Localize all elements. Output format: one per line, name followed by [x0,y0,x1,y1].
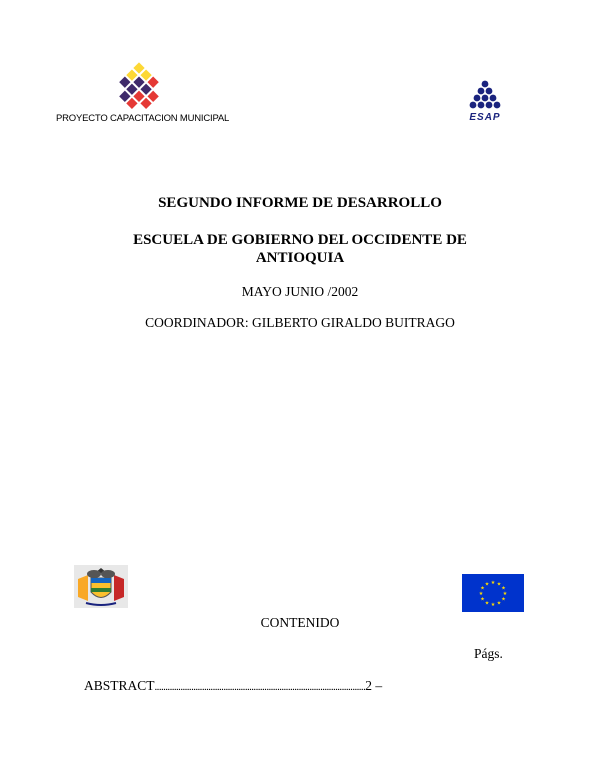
eu-flag [462,574,524,612]
svg-text:★: ★ [480,596,485,603]
svg-text:★: ★ [490,580,496,586]
diamond-grid-logo-icon [56,60,228,110]
svg-text:★: ★ [484,600,490,607]
toc-entry-page: 2 – [365,678,383,693]
svg-text:★: ★ [478,591,484,597]
report-date: MAYO JUNIO /2002 [241,284,359,299]
toc-entry-label: ABSTRACT [84,678,155,693]
toc-heading: CONTENIDO [260,615,340,630]
european-union-flag-icon [462,574,524,612]
svg-text:★: ★ [480,585,485,592]
proyecto-capacitacion-logo [56,60,228,128]
svg-text:★: ★ [484,581,490,588]
svg-text:★: ★ [501,596,506,603]
svg-text:★: ★ [490,602,496,608]
toc-entry[interactable] [84,678,504,694]
toc-entry-leader: .................................................................................................. [154,681,366,693]
toc-pages-label: Págs. [474,646,503,661]
svg-text:★: ★ [501,585,506,592]
report-coordinator: COORDINADOR: GILBERTO GIRALDO BUITRAGO [145,315,455,330]
report-subtitle: ESCUELA DE GOBIERNO DEL OCCIDENTE DE ANTIOQUIA [133,232,467,266]
svg-text:★: ★ [496,600,502,607]
colombia-coat-of-arms-icon [74,565,128,608]
esap-logo [462,78,508,124]
logo-caption: PROYECTO CAPACITACION MUNICIPAL [56,113,230,124]
esap-wordmark: ESAP [469,112,501,123]
svg-text:★: ★ [496,581,502,588]
svg-text:★: ★ [502,591,508,597]
esap-dots-logo-icon [462,78,508,124]
coat-of-arms [74,565,128,608]
report-title: SEGUNDO INFORME DE DESARROLLO [158,195,442,211]
